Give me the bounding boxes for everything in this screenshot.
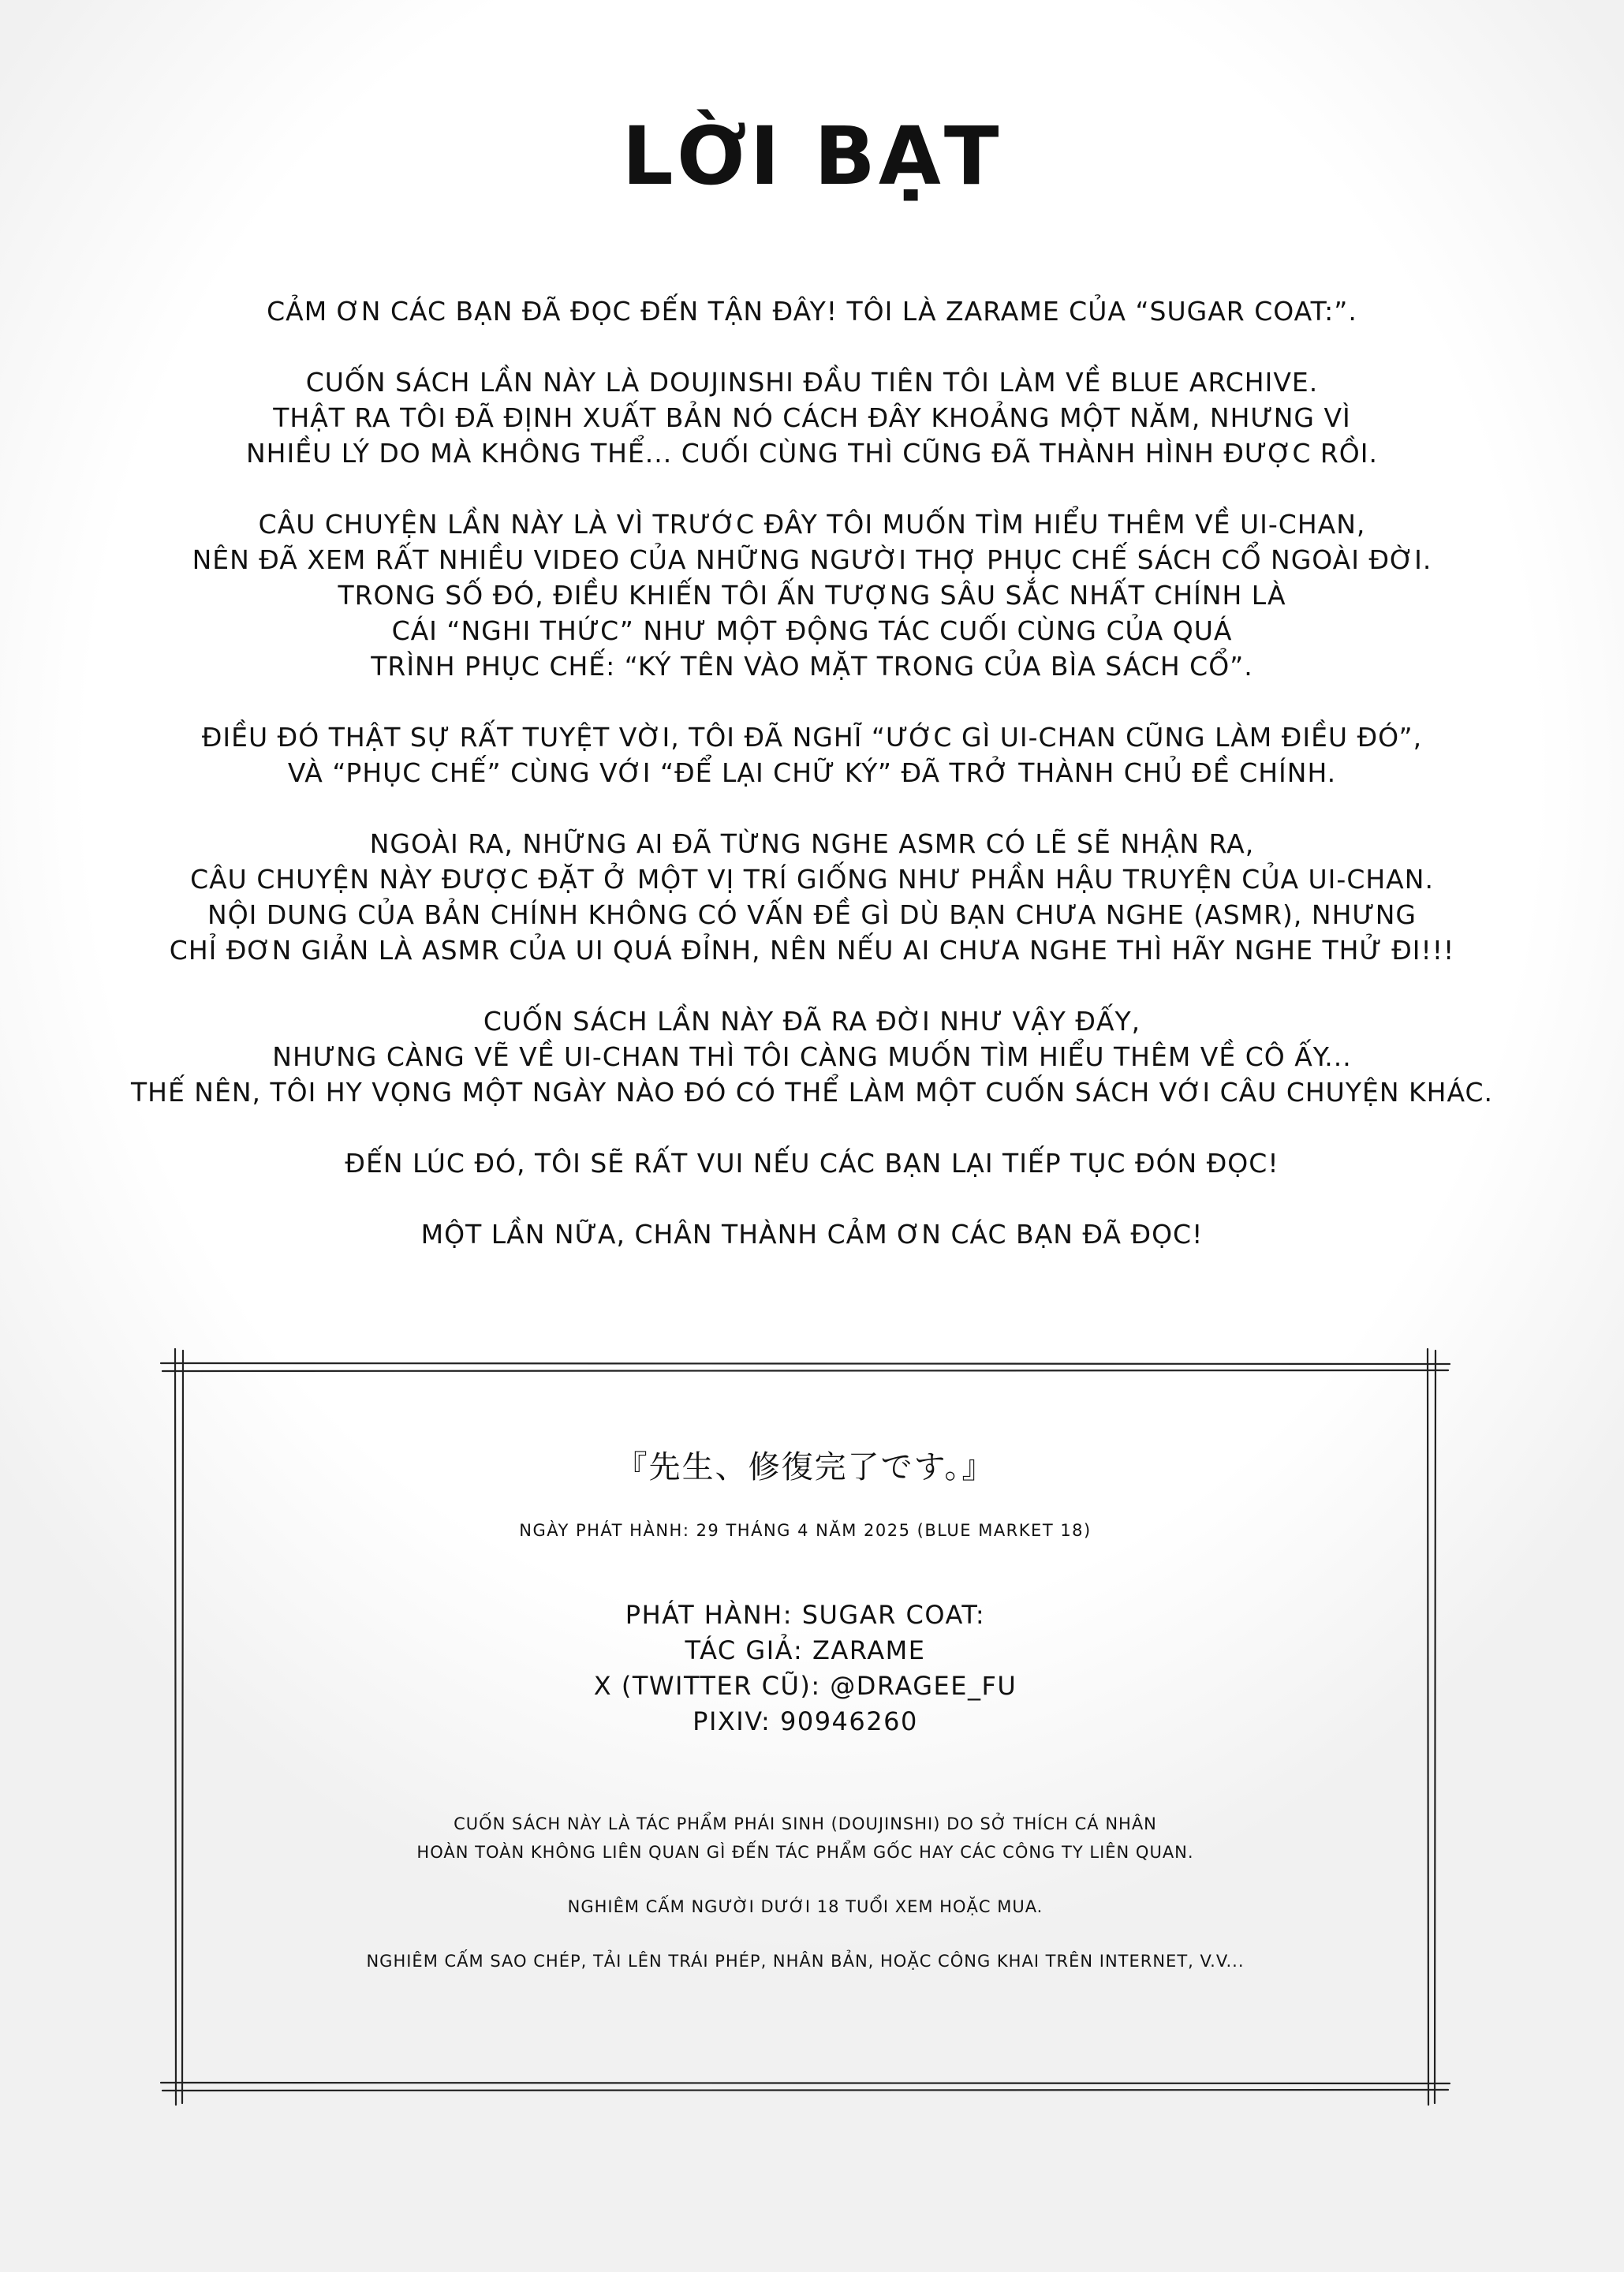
author-line: TÁC GIẢ: ZARAME (685, 1635, 926, 1665)
age-notice: NGHIÊM CẤM NGƯỜI DƯỚI 18 TUỔI XEM HOẶC MUA. (567, 1897, 1043, 1916)
afterword-line: NỘI DUNG CỦA BẢN CHÍNH KHÔNG CÓ VẤN ĐỀ GÌ DÙ BẠN CHƯA NGHE (ASMR), NHƯNG (207, 899, 1417, 930)
afterword-line: MỘT LẦN NỮA, CHÂN THÀNH CẢM ƠN CÁC BẠN ĐÃ ĐỌC! (420, 1219, 1204, 1250)
afterword-paragraph (118, 1003, 1506, 1110)
publisher-line: PHÁT HÀNH: SUGAR COAT: (625, 1600, 986, 1630)
afterword-paragraph (118, 506, 1506, 684)
afterword-line: NGOÀI RA, NHỮNG AI ĐÃ TỪNG NGHE ASMR CÓ LẼ SẼ NHẬN RA, (369, 828, 1255, 859)
disclaimer-line: CUỐN SÁCH NÀY LÀ TÁC PHẨM PHÁI SINH (DOUJINSHI) DO SỞ THÍCH CÁ NHÂN (454, 1814, 1157, 1833)
release-date: NGÀY PHÁT HÀNH: 29 THÁNG 4 NĂM 2025 (BLUE MARKET 18) (519, 1521, 1092, 1540)
colophon-box (175, 1363, 1435, 2091)
afterword-line: CÁI “NGHI THỨC” NHƯ MỘT ĐỘNG TÁC CUỐI CÙNG CỦA QUÁ (391, 615, 1233, 646)
afterword-line: TRÌNH PHỤC CHẾ: “KÝ TÊN VÀO MẶT TRONG CỦA BÌA SÁCH CỔ”. (371, 651, 1253, 682)
afterword-line: TRONG SỐ ĐÓ, ĐIỀU KHIẾN TÔI ẤN TƯỢNG SÂU SẮC NHẤT CHÍNH LÀ (338, 580, 1286, 611)
afterword-line: CUỐN SÁCH LẦN NÀY LÀ DOUJINSHI ĐẦU TIÊN TÔI LÀM VỀ BLUE ARCHIVE. (305, 367, 1319, 398)
credits (175, 1598, 1435, 1740)
afterword-line: NHƯNG CÀNG VẼ VỀ UI-CHAN THÌ TÔI CÀNG MUỐN TÌM HIỂU THÊM VỀ CÔ ẤY... (272, 1041, 1352, 1072)
pixiv-line: PIXIV: 90946260 (693, 1706, 918, 1736)
afterword-line: VÀ “PHỤC CHẾ” CÙNG VỚI “ĐỂ LẠI CHỮ KÝ” ĐÃ TRỞ THÀNH CHỦ ĐỀ CHÍNH. (287, 757, 1337, 788)
afterword-paragraph (118, 1216, 1506, 1252)
disclaimer-line: HOÀN TOÀN KHÔNG LIÊN QUAN GÌ ĐẾN TÁC PHẨM GỐC HAY CÁC CÔNG TY LIÊN QUAN. (416, 1843, 1194, 1862)
copy-notice: NGHIÊM CẤM SAO CHÉP, TẢI LÊN TRÁI PHÉP, NHÂN BẢN, HOẶC CÔNG KHAI TRÊN INTERNET, V.V... (366, 1952, 1245, 1971)
afterword-paragraph (118, 364, 1506, 471)
afterword-line: CẢM ƠN CÁC BẠN ĐÃ ĐỌC ĐẾN TẬN ĐÂY! TÔI LÀ ZARAME CỦA “SUGAR COAT:”. (267, 296, 1357, 327)
afterword-line: THẬT RA TÔI ĐÃ ĐỊNH XUẤT BẢN NÓ CÁCH ĐÂY KHOẢNG MỘT NĂM, NHƯNG VÌ (273, 402, 1351, 433)
afterword-paragraph (118, 1145, 1506, 1181)
disclaimers (175, 1810, 1435, 2001)
afterword-line: NÊN ĐÃ XEM RẤT NHIỀU VIDEO CỦA NHỮNG NGƯỜI THỢ PHỤC CHẾ SÁCH CỔ NGOÀI ĐỜI. (192, 544, 1432, 575)
afterword-paragraph (118, 293, 1506, 329)
afterword-line: NHIỀU LÝ DO MÀ KHÔNG THỂ... CUỐI CÙNG THÌ CŨNG ĐÃ THÀNH HÌNH ĐƯỢC RỒI. (245, 438, 1379, 469)
afterword-line: ĐIỀU ĐÓ THẬT SỰ RẤT TUYỆT VỜI, TÔI ĐÃ NGHĨ “ƯỚC GÌ UI-CHAN CŨNG LÀM ĐIỀU ĐÓ”, (201, 722, 1423, 753)
afterword-title: LỜI BẠT (622, 110, 1002, 204)
afterword-line: CÂU CHUYỆN NÀY ĐƯỢC ĐẶT Ở MỘT VỊ TRÍ GIỐNG NHƯ PHẦN HẬU TRUYỆN CỦA UI-CHAN. (190, 864, 1434, 895)
twitter-line: X (TWITTER CŨ): @DRAGEE_FU (593, 1671, 1017, 1701)
afterword-line: CHỈ ĐƠN GIẢN LÀ ASMR CỦA UI QUÁ ĐỈNH, NÊN NẾU AI CHƯA NGHE THÌ HÃY NGHE THỬ ĐI!!! (169, 935, 1455, 966)
derivative-work-notice (175, 1810, 1435, 1867)
book-title: 『先生、修復完了です。』 (615, 1449, 995, 1485)
afterword-line: THẾ NÊN, TÔI HY VỌNG MỘT NGÀY NÀO ĐÓ CÓ THỂ LÀM MỘT CUỐN SÁCH VỚI CÂU CHUYỆN KHÁC. (130, 1077, 1494, 1108)
afterword-body (118, 293, 1506, 1287)
afterword-paragraph (118, 719, 1506, 790)
afterword-line: ĐẾN LÚC ĐÓ, TÔI SẼ RẤT VUI NẾU CÁC BẠN LẠI TIẾP TỤC ĐÓN ĐỌC! (345, 1148, 1279, 1179)
afterword-paragraph (118, 826, 1506, 968)
afterword-line: CÂU CHUYỆN LẦN NÀY LÀ VÌ TRƯỚC ĐÂY TÔI MUỐN TÌM HIỂU THÊM VỀ UI-CHAN, (258, 509, 1366, 540)
afterword-line: CUỐN SÁCH LẦN NÀY ĐÃ RA ĐỜI NHƯ VẬY ĐẤY, (483, 1006, 1141, 1037)
